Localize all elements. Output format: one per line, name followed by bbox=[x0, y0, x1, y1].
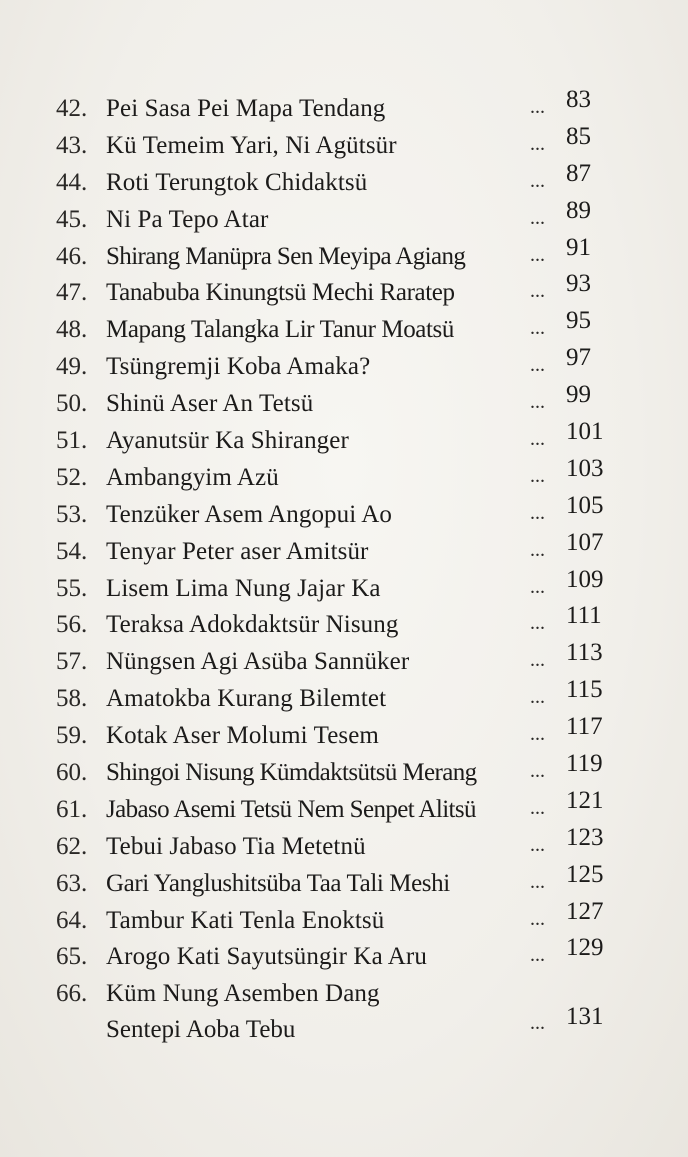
entry-page-number: 93 bbox=[566, 270, 591, 298]
entry-leader: ... bbox=[530, 317, 545, 340]
entry-title: Kotak Aser Molumi Tesem bbox=[106, 722, 379, 750]
entry-page-number: 117 bbox=[566, 713, 603, 741]
entry-page-number: 101 bbox=[566, 418, 604, 446]
entry-title: Shinü Aser An Tetsü bbox=[106, 390, 314, 418]
entry-number: 48. bbox=[56, 316, 88, 344]
entry-title: Pei Sasa Pei Mapa Tendang bbox=[106, 95, 386, 122]
entry-number: 60. bbox=[56, 759, 88, 787]
entry-number: 46. bbox=[56, 242, 88, 270]
entry-number: 65. bbox=[56, 943, 88, 971]
entry-leader: ... bbox=[530, 612, 545, 635]
entry-page-number: 85 bbox=[566, 122, 591, 150]
entry-page-number: 105 bbox=[566, 491, 604, 519]
entry-title: Ni Pa Tepo Atar bbox=[106, 205, 269, 233]
entry-leader: ... bbox=[530, 169, 545, 192]
entry-number: 42. bbox=[56, 95, 88, 122]
entry-page-number: 127 bbox=[566, 897, 604, 925]
entry-page-number: 121 bbox=[566, 786, 604, 814]
entry-page-number: 115 bbox=[566, 676, 603, 704]
entry-leader: ... bbox=[530, 760, 545, 783]
entry-number: 51. bbox=[56, 427, 88, 455]
entry-leader: ... bbox=[530, 1012, 545, 1035]
entry-leader: ... bbox=[530, 686, 545, 709]
entry-title: Shingoi Nisung Kümdaktsütsü Merang bbox=[106, 759, 477, 787]
entry-title: Roti Terungtok Chidaktsü bbox=[106, 168, 368, 196]
entry-title: Amatokba Kurang Bilemtet bbox=[106, 685, 387, 713]
entry-page-number: 99 bbox=[566, 381, 591, 409]
entry-title: Shirang Manüpra Sen Meyipa Agiang bbox=[106, 242, 466, 270]
entry-title: Ayanutsür Ka Shiranger bbox=[106, 427, 349, 455]
entry-page-number: 95 bbox=[566, 307, 591, 335]
entry-number: 66. bbox=[56, 980, 88, 1008]
entry-number: 44. bbox=[56, 168, 88, 196]
entry-title: Lisem Lima Nung Jajar Ka bbox=[106, 574, 381, 602]
entry-number: 54. bbox=[56, 537, 88, 565]
entry-number: 49. bbox=[56, 353, 88, 381]
toc-entry bbox=[0, 973, 688, 1045]
table-of-contents bbox=[0, 88, 688, 1045]
entry-page-number: 131 bbox=[566, 1003, 604, 1031]
entry-number: 59. bbox=[56, 722, 88, 750]
entry-number: 61. bbox=[56, 795, 88, 823]
entry-title: Kü Temeim Yari, Ni Agütsür bbox=[106, 131, 397, 159]
entry-leader: ... bbox=[530, 391, 545, 414]
entry-title: Tenyar Peter aser Amitsür bbox=[106, 537, 369, 565]
entry-page-number: 125 bbox=[566, 860, 604, 888]
entry-number: 55. bbox=[56, 574, 88, 602]
entry-page-number: 87 bbox=[566, 159, 591, 187]
entry-page-number: 103 bbox=[566, 454, 604, 482]
entry-leader: ... bbox=[530, 243, 545, 266]
entry-page-number: 113 bbox=[566, 639, 603, 667]
entry-title: Tsüngremji Koba Amaka? bbox=[106, 353, 371, 381]
entry-page-number: 91 bbox=[566, 233, 591, 261]
entry-leader: ... bbox=[530, 944, 545, 967]
entry-title: Tanabuba Kinungtsü Mechi Raratep bbox=[106, 279, 455, 307]
entry-page-number: 123 bbox=[566, 823, 604, 851]
entry-title: Tenzüker Asem Angopui Ao bbox=[106, 500, 393, 528]
entry-leader: ... bbox=[530, 538, 545, 561]
entry-leader: ... bbox=[530, 428, 545, 451]
entry-number: 64. bbox=[56, 906, 88, 934]
entry-number: 47. bbox=[56, 279, 88, 307]
entry-number: 58. bbox=[56, 685, 88, 713]
entry-leader: ... bbox=[530, 464, 545, 487]
entry-title: Arogo Kati Sayutsüngir Ka Aru bbox=[106, 943, 427, 971]
entry-number: 52. bbox=[56, 463, 88, 491]
entry-page-number: 129 bbox=[566, 934, 604, 962]
entry-number: 56. bbox=[56, 611, 88, 639]
entry-title: Nüngsen Agi Asüba Sannüker bbox=[106, 648, 410, 676]
entry-leader: ... bbox=[530, 501, 545, 524]
entry-leader: ... bbox=[530, 354, 545, 377]
entry-leader: ... bbox=[530, 723, 545, 746]
entry-number: 45. bbox=[56, 205, 88, 233]
entry-page-number: 107 bbox=[566, 528, 604, 556]
entry-page-number: 119 bbox=[566, 750, 603, 778]
entry-page-number: 109 bbox=[566, 565, 604, 593]
entry-number: 62. bbox=[56, 832, 88, 860]
entry-number: 63. bbox=[56, 869, 88, 897]
entry-title: Jabaso Asemi Tetsü Nem Senpet Alitsü bbox=[106, 795, 476, 823]
entry-leader: ... bbox=[530, 206, 545, 229]
entry-leader: ... bbox=[530, 132, 545, 155]
entry-page-number: 97 bbox=[566, 344, 591, 372]
entry-leader: ... bbox=[530, 280, 545, 303]
entry-title-continued: Sentepi Aoba Tebu bbox=[106, 1016, 296, 1044]
entry-leader: ... bbox=[530, 870, 545, 893]
entry-title: Tebui Jabaso Tia Metetnü bbox=[106, 832, 366, 860]
entry-title: Ambangyim Azü bbox=[106, 463, 279, 491]
entry-number: 57. bbox=[56, 648, 88, 676]
entry-title: Küm Nung Asemben Dang bbox=[106, 980, 380, 1008]
entry-leader: ... bbox=[530, 796, 545, 819]
entry-page-number: 111 bbox=[566, 602, 602, 630]
entry-title: Teraksa Adokdaktsür Nisung bbox=[106, 611, 399, 639]
entry-page-number: 83 bbox=[566, 86, 591, 113]
entry-title: Mapang Talangka Lir Tanur Moatsü bbox=[106, 316, 454, 344]
entry-number: 53. bbox=[56, 500, 88, 528]
entry-leader: ... bbox=[530, 96, 545, 118]
entry-leader: ... bbox=[530, 907, 545, 930]
entry-leader: ... bbox=[530, 833, 545, 856]
entry-number: 43. bbox=[56, 131, 88, 159]
entry-number: 50. bbox=[56, 390, 88, 418]
entry-page-number: 89 bbox=[566, 196, 591, 224]
entry-leader: ... bbox=[530, 649, 545, 672]
entry-title: Tambur Kati Tenla Enoktsü bbox=[106, 906, 385, 934]
toc-entry bbox=[0, 936, 688, 973]
entry-title: Gari Yanglushitsüba Taa Tali Meshi bbox=[106, 869, 450, 897]
entry-leader: ... bbox=[530, 575, 545, 598]
